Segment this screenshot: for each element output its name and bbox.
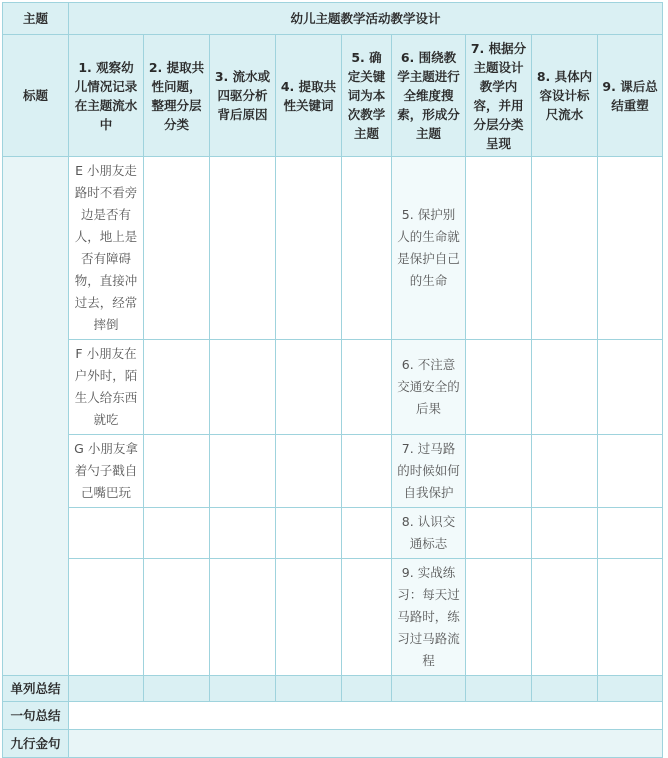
empty-cell — [210, 340, 276, 435]
nine-line-golden-value — [69, 730, 663, 758]
empty-cell — [342, 340, 392, 435]
column-header-7: 7. 根据分主题设计教学内容，并用分层分类呈现 — [466, 35, 532, 157]
empty-cell — [598, 508, 663, 559]
observation-cell: F 小朋友在户外时，陌生人给东西就吃 — [69, 340, 144, 435]
empty-cell — [466, 508, 532, 559]
empty-cell — [598, 340, 663, 435]
empty-cell — [532, 435, 598, 508]
column-header-3: 3. 流水或四驱分析背后原因 — [210, 35, 276, 157]
subtopic-cell: 5. 保护别人的生命就是保护自己的生命 — [392, 157, 466, 340]
row-label-cell — [3, 157, 69, 676]
empty-cell — [276, 435, 342, 508]
title-label: 标题 — [3, 35, 69, 157]
empty-cell — [144, 559, 210, 676]
table-row — [3, 435, 663, 508]
teaching-design-table — [2, 2, 663, 758]
empty-cell — [342, 559, 392, 676]
column-header-5: 5. 确定关键词为本次教学主题 — [342, 35, 392, 157]
empty-cell — [466, 157, 532, 340]
empty-cell — [276, 559, 342, 676]
empty-cell — [598, 157, 663, 340]
empty-cell — [210, 435, 276, 508]
empty-cell — [532, 157, 598, 340]
empty-cell — [532, 340, 598, 435]
subtopic-cell: 9. 实战练习：每天过马路时，练习过马路流程 — [392, 559, 466, 676]
empty-cell — [466, 435, 532, 508]
empty-cell — [144, 157, 210, 340]
one-line-summary-label: 一句总结 — [3, 702, 69, 730]
table-row — [3, 157, 663, 340]
one-line-summary-value — [69, 702, 663, 730]
empty-cell — [144, 508, 210, 559]
empty-cell — [210, 559, 276, 676]
subtopic-cell: 7. 过马路的时候如何自我保护 — [392, 435, 466, 508]
column-header-9: 9. 课后总结重塑 — [598, 35, 663, 157]
observation-cell: G 小朋友拿着勺子戳自己嘴巴玩 — [69, 435, 144, 508]
table-row — [3, 559, 663, 676]
column-header-4: 4. 提取共性关键词 — [276, 35, 342, 157]
empty-cell — [144, 340, 210, 435]
observation-cell — [69, 508, 144, 559]
column-summary-label: 单列总结 — [3, 676, 69, 702]
empty-cell — [276, 508, 342, 559]
column-header-1: 1. 观察幼儿情况记录在主题流水中 — [69, 35, 144, 157]
subtopic-cell: 8. 认识交通标志 — [392, 508, 466, 559]
column-header-8: 8. 具体内容设计标尺流水 — [532, 35, 598, 157]
empty-cell — [598, 435, 663, 508]
empty-cell — [466, 340, 532, 435]
topic-label: 主题 — [3, 3, 69, 35]
topic-value: 幼儿主题教学活动教学设计 — [69, 3, 663, 35]
empty-cell — [276, 340, 342, 435]
empty-cell — [210, 157, 276, 340]
table-row — [3, 508, 663, 559]
empty-cell — [532, 508, 598, 559]
nine-line-golden-label: 九行金句 — [3, 730, 69, 758]
empty-cell — [598, 559, 663, 676]
nine-line-golden-row — [3, 730, 663, 758]
empty-cell — [144, 435, 210, 508]
empty-cell — [342, 435, 392, 508]
column-header-6: 6. 围绕教学主题进行全维度搜索，形成分主题 — [392, 35, 466, 157]
empty-cell — [532, 559, 598, 676]
empty-cell — [210, 508, 276, 559]
table-row — [3, 340, 663, 435]
empty-cell — [342, 508, 392, 559]
observation-cell — [69, 559, 144, 676]
one-line-summary-row — [3, 702, 663, 730]
subtopic-cell: 6. 不注意交通安全的后果 — [392, 340, 466, 435]
column-header-2: 2. 提取共性问题，整理分层分类 — [144, 35, 210, 157]
empty-cell — [342, 157, 392, 340]
empty-cell — [466, 559, 532, 676]
observation-cell: E 小朋友走路时不看旁边是否有人，地上是否有障碍物，直接冲过去，经常摔倒 — [69, 157, 144, 340]
column-summary-row — [3, 676, 663, 702]
empty-cell — [276, 157, 342, 340]
